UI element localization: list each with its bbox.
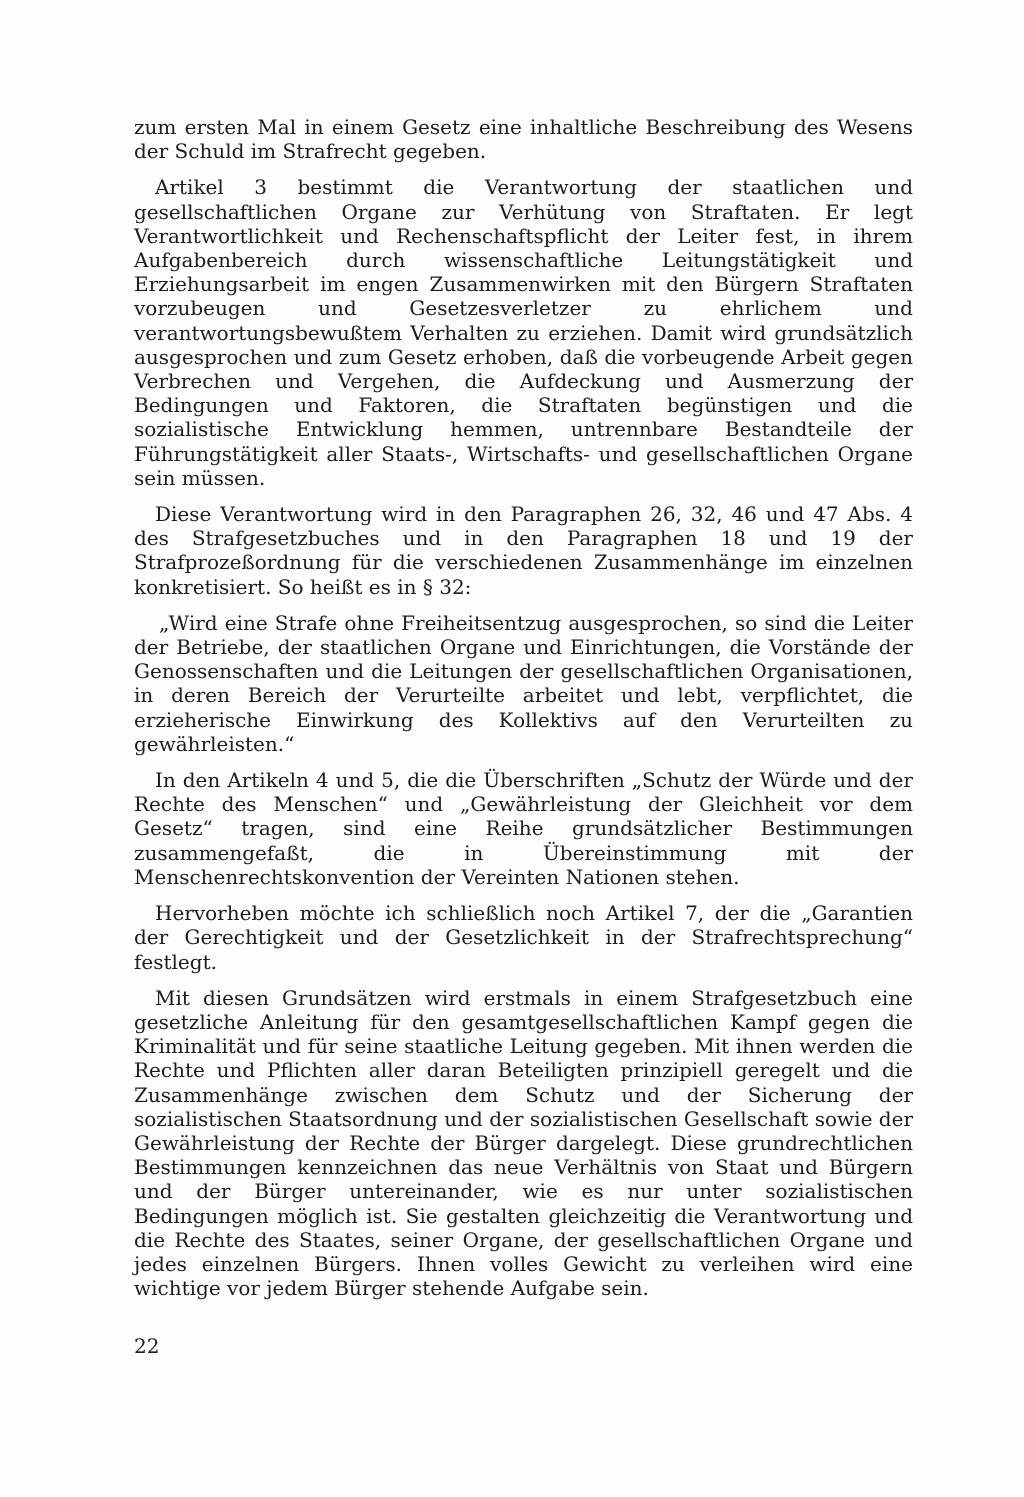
paragraph-artikel-3: Artikel 3 bestimmt die Verantwortung der staatlichen und gesellschaftlichen Organe zur Verhütung von Straftaten. Er legt Verantwortlichkeit und Rechenschaftspflicht der Leiter fest, in ihrem Aufgabenbereich durch wissenschaftliche Leitungstätigkeit und Erziehungsarbeit im engen Zusammenwirken mit den Bürgern Straftaten vorzubeugen und Gesetzesverletzer zu ehrlichem und verantwortungsbewußtem Verhalten zu erziehen. Damit wird grundsätzlich ausgesprochen und zum Gesetz erhoben, daß die vorbeugende Arbeit gegen Verbrechen und Vergehen, die Aufdeckung und Ausmerzung der Bedingungen und Faktoren, die Straftaten begünstigen und die sozialistische Entwicklung hemmen, untrennbare Bestandteile der Führungstätigkeit aller Staats-, Wirtschafts- und gesellschaftlichen Organe sein müssen. <box>134 175 913 490</box>
paragraph-continuation: zum ersten Mal in einem Gesetz eine inhaltliche Beschreibung des Wesens der Schuld im Strafrecht gegeben. <box>134 115 913 164</box>
paragraph-quote-section-32: „Wird eine Strafe ohne Freiheitsentzug ausgesprochen, so sind die Leiter der Betriebe, der staatlichen Organe und Einrichtungen, die Vorstände der Genossenschaften und die Leitungen der gesellschaftlichen Organisationen, in deren Bereich der Verurteilte arbeitet und lebt, verpflichtet, die erzieherische Einwirkung des Kollektivs auf den Verurteilten zu gewährleisten.“ <box>134 610 913 756</box>
body-text <box>134 115 913 1312</box>
paragraph-artikel-4-5: In den Artikeln 4 und 5, die die Überschriften „Schutz der Würde und der Rechte des Menschen“ und „Gewährleistung der Gleichheit vor dem Gesetz“ tragen, sind eine Reihe grundsätzlicher Bestimmungen zusammengefaßt, die in Übereinstimmung mit der Menschenrechtskonvention der Vereinten Nationen stehen. <box>134 768 913 889</box>
page-number: 22 <box>134 1334 160 1358</box>
paragraph-verantwortung: Diese Verantwortung wird in den Paragraphen 26, 32, 46 und 47 Abs. 4 des Strafgesetzbuches und in den Paragraphen 18 und 19 der Strafprozeßordnung für die verschiedenen Zusammenhänge im einzelnen konkretisiert. So heißt es in § 32: <box>134 502 913 599</box>
paragraph-grundsaetze: Mit diesen Grundsätzen wird erstmals in einem Strafgesetzbuch eine gesetzliche Anleitung für den gesamtgesellschaftlichen Kampf gegen die Kriminalität und für seine staatliche Leitung gegeben. Mit ihnen werden die Rechte und Pflichten aller daran Beteiligten prinzipiell geregelt und die Zusammenhänge zwischen dem Schutz und der Sicherung der sozialistischen Staatsordnung und der sozialistischen Gesellschaft sowie der Gewährleistung der Rechte der Bürger dargelegt. Diese grundrechtlichen Bestimmungen kennzeichnen das neue Verhältnis von Staat und Bürgern und der Bürger untereinander, wie es nur unter sozialistischen Bedingungen möglich ist. Sie gestalten gleichzeitig die Verantwortung und die Rechte des Staates, seiner Organe, der gesellschaftlichen Organe und jedes einzelnen Bürgers. Ihnen volles Gewicht zu verleihen wird eine wichtige vor jedem Bürger stehende Aufgabe sein. <box>134 985 913 1301</box>
paragraph-artikel-7: Hervorheben möchte ich schließlich noch Artikel 7, der die „Garantien der Gerechtigkeit und der Gesetzlichkeit in der Strafrechtsprechung“ festlegt. <box>134 901 913 974</box>
